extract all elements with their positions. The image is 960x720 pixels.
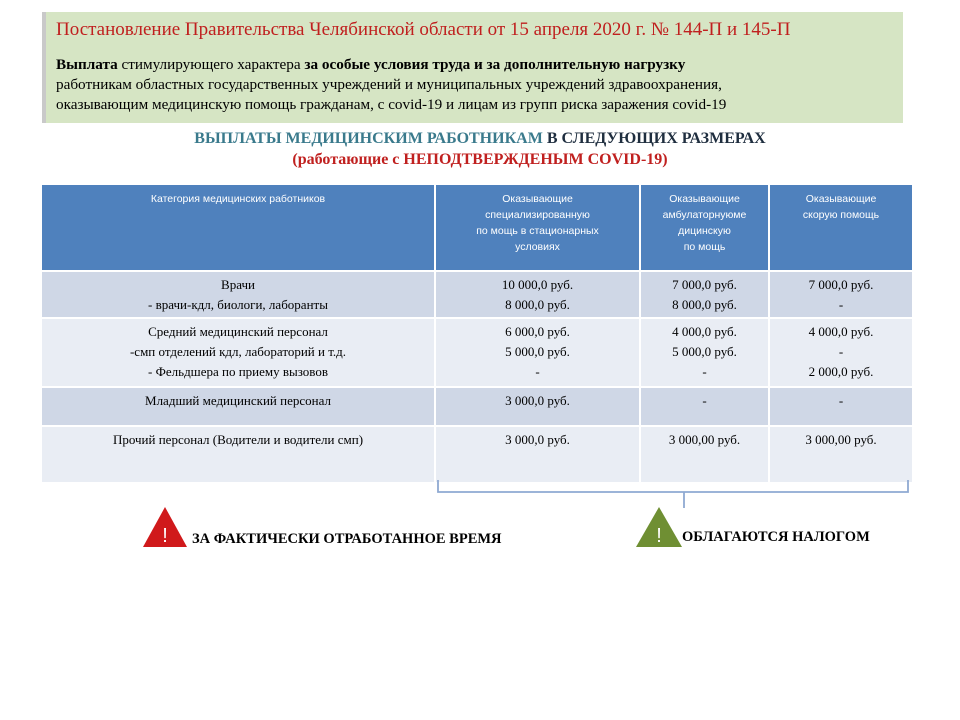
cell-text-line: 7 000,0 руб. [672, 277, 737, 292]
cell-text-line: Прочий персонал (Водители и водители смп) [112, 432, 364, 447]
cell-emergency [769, 271, 912, 318]
warning-green-symbol: ! [656, 525, 662, 547]
cell-text-line: 6 000,0 руб. [505, 324, 570, 339]
table-row [42, 426, 912, 482]
description-line-1 [56, 55, 901, 75]
cell-text-line: 2 000,0 руб. [808, 364, 874, 379]
cell-category [42, 271, 435, 318]
cell-text-line: - [838, 393, 844, 408]
header-inpatient [435, 185, 640, 271]
table-row [42, 318, 912, 387]
header-text-line: по мощь [683, 241, 726, 253]
header-outpatient [640, 185, 769, 271]
warning-green-text: ОБЛАГАЮТСЯ НАЛОГОМ [682, 529, 870, 545]
header-text-line: Категория медицинских работников [150, 193, 326, 205]
cell-emergency [769, 387, 912, 426]
warning-red-icon [142, 506, 188, 548]
document-title: Постановление Правительства Челябинской области от 15 апреля 2020 г. № 144-П и 145-П [56, 19, 791, 40]
subtitle-part-1: ВЫПЛАТЫ МЕДИЦИНСКИМ РАБОТНИКАМ [194, 130, 543, 147]
cell-text-line: 3 000,00 руб. [668, 432, 741, 447]
cell-text-line: Младший медицинский персонал [145, 393, 331, 408]
cell-text-line: - [838, 297, 844, 312]
cell-text-line: Врачи [221, 277, 255, 292]
document-description [56, 55, 901, 115]
header-category [42, 185, 435, 271]
cell-text-line: -смп отделений кдл, лабораторий и т.д. [129, 344, 347, 359]
cell-text-line: - [838, 344, 844, 359]
header-text-line: по мощь в стационарных [476, 225, 599, 237]
warning-red-symbol: ! [162, 525, 168, 547]
cell-inpatient [435, 318, 640, 387]
cell-text-line: 3 000,0 руб. [505, 432, 570, 447]
payments-table [42, 185, 912, 482]
header-text-line: амбулаторнуюме [662, 209, 747, 221]
cell-text-line: - [535, 364, 540, 379]
cell-inpatient [435, 271, 640, 318]
header-emergency [769, 185, 912, 271]
cell-emergency [769, 426, 912, 482]
table-row [42, 271, 912, 318]
cell-outpatient [640, 387, 769, 426]
header-text-line: специализированную [485, 209, 590, 221]
payment-reason: за особые условия труда и за дополнительную нагрузку [304, 56, 686, 73]
cell-text-line: 8 000,0 руб. [505, 297, 570, 312]
cell-category [42, 318, 435, 387]
header-text-line: дицинскую [678, 225, 731, 237]
table-subtitle [0, 130, 960, 148]
description-line-2: работникам областных государственных учреждений и муниципальных учреждений здравоохранения, [56, 76, 722, 93]
warning-red-text: ЗА ФАКТИЧЕСКИ ОТРАБОТАННОЕ ВРЕМЯ [192, 531, 502, 547]
cell-outpatient [640, 426, 769, 482]
warning-green-icon [635, 506, 683, 548]
cell-text-line: 5 000,0 руб. [672, 344, 737, 359]
header-text-line: Оказывающие [502, 193, 573, 205]
cell-category [42, 426, 435, 482]
table-subtitle-condition: (работающие с НЕПОДТВЕРЖДЕНЫМ COVID-19) [292, 151, 668, 168]
cell-category [42, 387, 435, 426]
cell-text-line: 10 000,0 руб. [501, 277, 574, 292]
description-line-3: оказывающим медицинскую помощь гражданам, с covid-19 и лицам из групп риска заражения covid-19 [56, 96, 727, 113]
header-text-line: Оказывающие [805, 193, 877, 205]
cell-text-line: - [702, 364, 707, 379]
header-text-line: скорую помощь [802, 209, 880, 221]
cell-outpatient [640, 271, 769, 318]
cell-text-line: Средний медицинский персонал [148, 324, 328, 339]
header-text-line: Оказывающие [669, 193, 740, 205]
cell-text-line: - Фельдшера по приему вызовов [148, 364, 328, 379]
header-text-line: условиях [515, 241, 560, 253]
cell-outpatient [640, 318, 769, 387]
cell-text-line: 4 000,0 руб. [672, 324, 737, 339]
payment-word: Выплата [56, 56, 118, 73]
cell-text-line: - [702, 393, 707, 408]
table-header-row [42, 185, 912, 271]
cell-text-line: 3 000,00 руб. [805, 432, 877, 447]
subtitle-part-2: В СЛЕДУЮЩИХ РАЗМЕРАХ [542, 130, 766, 147]
cell-text-line: - врачи-кдл, биологи, лаборанты [148, 297, 328, 312]
cell-text-line: 8 000,0 руб. [672, 297, 737, 312]
cell-text-line: 7 000,0 руб. [808, 277, 874, 292]
cell-text-line: 5 000,0 руб. [505, 344, 570, 359]
payment-type: стимулирующего характера [117, 56, 305, 73]
cell-emergency [769, 318, 912, 387]
cell-text-line: 3 000,0 руб. [505, 393, 570, 408]
header-box [42, 12, 903, 123]
table-row [42, 387, 912, 426]
cell-inpatient [435, 426, 640, 482]
cell-inpatient [435, 387, 640, 426]
cell-text-line: 4 000,0 руб. [808, 324, 874, 339]
